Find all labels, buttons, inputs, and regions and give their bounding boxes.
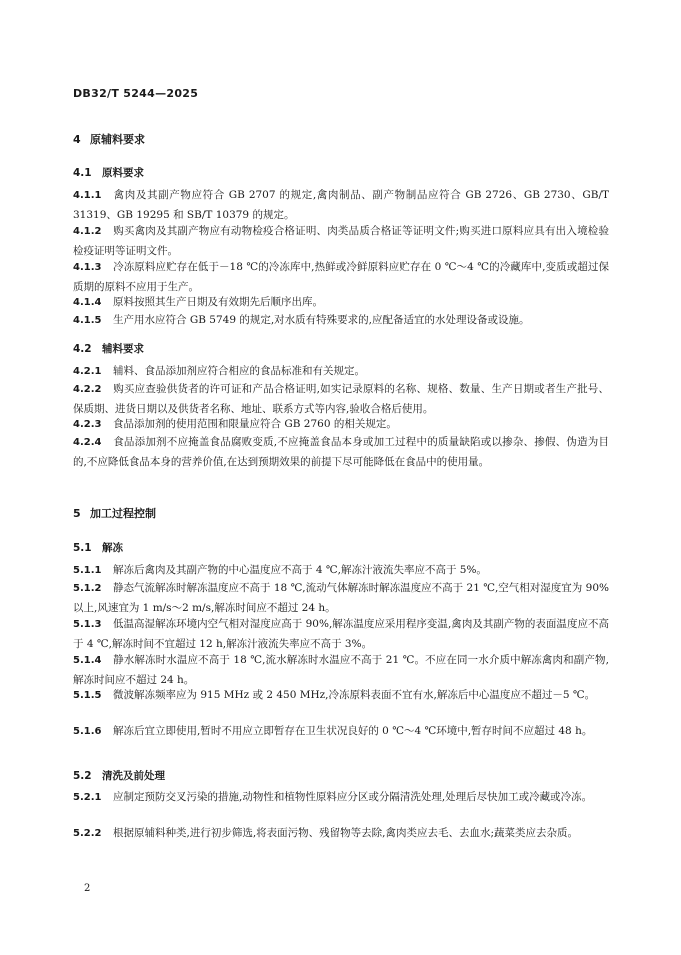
clause-number: 4.2.1 [73, 366, 102, 377]
subsection-title: 解冻 [102, 542, 123, 554]
clause-5-1-6 [73, 722, 609, 742]
section-title: 原辅料要求 [90, 133, 145, 146]
clause-text: 辅料、食品添加剂应符合相应的食品标准和有关规定。 [113, 365, 365, 377]
clause-text: 应制定预防交叉污染的措施,动物性和植物性原料应分区或分隔清洗处理,处理后尽快加工或冷藏或冷冻。 [113, 791, 593, 803]
section-number: 5 [73, 507, 81, 520]
clause-text: 低温高湿解冻环境内空气相对湿度应高于 90%,解冻温度应采用程序变温,禽肉及其副产物的表面温度应不高于 4 ℃,解冻时间不宜超过 12 h,解冻汁液流失率应不高于 3%。 [73, 618, 609, 650]
clause-number: 5.2.1 [73, 792, 102, 803]
clause-number: 5.1.2 [73, 583, 102, 594]
subsection-title: 清洗及前处理 [102, 770, 165, 782]
subsection-number: 4.2 [73, 343, 92, 355]
clause-number: 5.1.4 [73, 655, 102, 666]
clause-5-1-5 [73, 686, 609, 706]
clause-number: 4.2.2 [73, 384, 102, 395]
clause-text: 生产用水应符合 GB 5749 的规定,对水质有特殊要求的,应配备适宜的水处理设备或设施。 [113, 314, 530, 326]
clause-5-1-2 [73, 579, 609, 617]
clause-text: 禽肉及其副产物应符合 GB 2707 的规定,禽肉制品、副产物制品应符合 GB 2726、GB 2730、GB/T 31319、GB 19295 和 SB/T 10379 的规定。 [73, 189, 609, 221]
subsection-number: 5.2 [73, 770, 92, 782]
clause-number: 5.1.1 [73, 565, 102, 576]
clause-4-2-3 [73, 415, 609, 435]
clause-number: 4.1.1 [73, 190, 102, 201]
clause-text: 食品添加剂的使用范围和限量应符合 GB 2760 的相关规定。 [113, 418, 397, 430]
section-number: 4 [73, 133, 81, 146]
clause-number: 5.2.2 [73, 828, 102, 839]
clause-4-2-4 [73, 433, 609, 471]
clause-text: 原料按照其生产日期及有效期先后顺序出库。 [113, 296, 323, 308]
clause-text: 微波解冻频率应为 915 MHz 或 2 450 MHz,冷冻原料表面不宜有水,解冻后中心温度应不超过－5 ℃。 [113, 689, 596, 701]
subsection-heading-5-2 [73, 768, 165, 783]
clause-number: 4.1.2 [73, 226, 102, 237]
clause-number: 5.1.6 [73, 726, 102, 737]
clause-text: 根据原辅料种类,进行初步筛选,将表面污物、残留物等去除,禽肉类应去毛、去血水;蔬菜类应去杂质。 [113, 827, 579, 839]
section-heading-4 [73, 131, 145, 147]
clause-number: 5.1.3 [73, 619, 102, 630]
clause-5-1-4 [73, 651, 609, 689]
section-title: 加工过程控制 [90, 507, 156, 520]
clause-5-2-1 [73, 788, 609, 808]
clause-text: 解冻后宜立即使用,暂时不用应立即暂存在卫生状况良好的 0 ℃～4 ℃环境中,暂存时间不应超过 48 h。 [113, 725, 593, 737]
standard-number: DB32/T 5244—2025 [73, 87, 199, 100]
clause-4-1-3 [73, 258, 609, 296]
clause-5-1-1 [73, 561, 609, 581]
clause-number: 4.2.3 [73, 419, 102, 430]
clause-number: 4.1.4 [73, 297, 102, 308]
clause-4-1-4 [73, 293, 609, 313]
clause-number: 4.2.4 [73, 437, 102, 448]
clause-4-2-2 [73, 380, 609, 418]
clause-5-2-2 [73, 824, 609, 844]
section-heading-5 [73, 505, 156, 521]
clause-number: 5.1.5 [73, 690, 102, 701]
clause-text: 静态气流解冻时解冻温度应不高于 18 ℃,流动气体解冻时解冻温度应不高于 21 ℃,空气相对湿度宜为 90% 以上,风速宜为 1 m/s～2 m/s,解冻时间应不超过 24 h。 [73, 582, 609, 614]
subsection-heading-5-1 [73, 540, 123, 555]
subsection-number: 5.1 [73, 542, 92, 554]
clause-number: 4.1.3 [73, 262, 102, 273]
clause-text: 解冻后禽肉及其副产物的中心温度应不高于 4 ℃,解冻汁液流失率应不高于 5%。 [113, 564, 487, 576]
subsection-heading-4-2 [73, 341, 144, 356]
clause-text: 购买应查验供货者的许可证和产品合格证明,如实记录原料的名称、规格、数量、生产日期或者生产批号、保质期、进货日期以及供货者名称、地址、联系方式等内容,验收合格后使用。 [73, 383, 609, 415]
clause-text: 购买禽肉及其副产物应有动物检疫合格证明、肉类品质合格证等证明文件;购买进口原料应具有出入境检验检疫证明等证明文件。 [73, 225, 609, 257]
clause-number: 4.1.5 [73, 315, 102, 326]
clause-4-1-5 [73, 311, 609, 331]
clause-4-1-1 [73, 186, 609, 224]
clause-5-1-3 [73, 615, 609, 653]
page-number: 2 [84, 883, 91, 894]
clause-text: 食品添加剂不应掩盖食品腐败变质,不应掩盖食品本身或加工过程中的质量缺陷或以掺杂、掺假、伪造为目的,不应降低食品本身的营养价值,在达到预期效果的前提下尽可能降低在食品中的使用量。 [73, 436, 609, 468]
clause-4-1-2 [73, 222, 609, 260]
clause-4-2-1 [73, 362, 609, 382]
subsection-title: 辅料要求 [102, 343, 144, 355]
subsection-number: 4.1 [73, 167, 92, 179]
subsection-heading-4-1 [73, 165, 144, 180]
subsection-title: 原料要求 [102, 167, 144, 179]
clause-text: 冷冻原料应贮存在低于－18 ℃的冷冻库中,热鲜或冷鲜原料应贮存在 0 ℃～4 ℃的冷藏库中,变质或超过保质期的原料不应用于生产。 [73, 261, 609, 293]
clause-text: 静水解冻时水温应不高于 18 ℃,流水解冻时水温应不高于 21 ℃。不应在同一水介质中解冻禽肉和副产物,解冻时间应不超过 24 h。 [73, 654, 609, 686]
